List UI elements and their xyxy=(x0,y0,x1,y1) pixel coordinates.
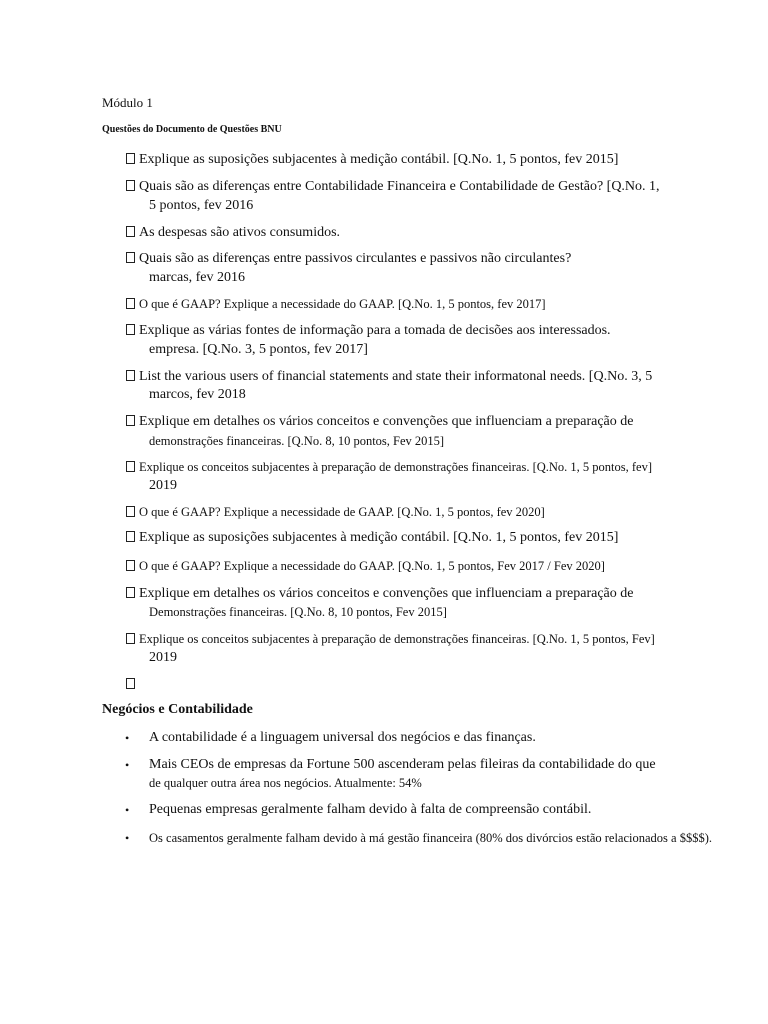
question-text: O que é GAAP? Explique a necessidade de GAAP. [Q.No. 1, 5 pontos, fev 2020] xyxy=(139,505,545,519)
section-heading: Negócios e Contabilidade xyxy=(102,702,253,717)
section-subtitle: Questões do Documento de Questões BNU xyxy=(102,124,282,135)
bullet-text: Os casamentos geralmente falham devido à má gestão financeira (80% dos divórcios estão relacionados a $$$$). xyxy=(149,831,712,845)
checkbox-glyph-icon xyxy=(126,560,135,571)
question-item xyxy=(126,249,571,269)
question-text: Explique as suposições subjacentes à medição contábil. [Q.No. 1, 5 pontos, fev 2015] xyxy=(139,152,619,167)
question-item xyxy=(126,177,660,197)
question-text: Explique em detalhes os vários conceitos e convenções que influenciam a preparação de xyxy=(139,586,634,601)
bullet-text: Mais CEOs de empresas da Fortune 500 ascenderam pelas fileiras da contabilidade do que xyxy=(149,757,656,772)
question-item-empty xyxy=(126,675,139,695)
checkbox-glyph-icon xyxy=(126,461,135,472)
question-continuation: 2019 xyxy=(149,478,177,493)
question-text: Quais são as diferenças entre passivos circulantes e passivos não circulantes? xyxy=(139,251,572,266)
question-text: Quais são as diferenças entre Contabilidade Financeira e Contabilidade de Gestão? [Q.No. 1, xyxy=(139,179,660,194)
question-text: Explique as suposições subjacentes à medição contábil. [Q.No. 1, 5 pontos, fev 2015] xyxy=(139,530,619,545)
question-item xyxy=(126,321,611,341)
question-continuation: 2019 xyxy=(149,650,177,665)
checkbox-glyph-icon xyxy=(126,506,135,517)
question-continuation: marcos, fev 2018 xyxy=(149,387,246,402)
question-item xyxy=(126,584,633,604)
module-title: Módulo 1 xyxy=(102,95,153,110)
bullet-icon: • xyxy=(125,831,130,845)
question-continuation: 5 pontos, fev 2016 xyxy=(149,198,254,213)
bullet-text: Pequenas empresas geralmente falham devido à falta de compreensão contábil. xyxy=(149,802,592,817)
bullet-icon: • xyxy=(125,731,130,745)
question-text: List the various users of financial statements and state their informatonal needs. [Q.No. 3, 5 xyxy=(139,369,653,384)
checkbox-glyph-icon xyxy=(126,252,135,263)
checkbox-glyph-icon xyxy=(126,587,135,598)
question-text: Explique os conceitos subjacentes à preparação de demonstrações financeiras. [Q.No. 1, 5 pontos, fev] xyxy=(139,460,653,474)
question-continuation: demonstrações financeiras. [Q.No. 8, 10 pontos, Fev 2015] xyxy=(149,434,445,448)
bullet-icon: • xyxy=(125,758,130,772)
question-item xyxy=(126,294,546,314)
question-text: Explique as várias fontes de informação para a tomada de decisões aos interessados. xyxy=(139,323,611,338)
bullet-continuation: de qualquer outra área nos negócios. Atualmente: 54% xyxy=(149,776,422,790)
question-text: As despesas são ativos consumidos. xyxy=(139,225,341,240)
bullet-text: A contabilidade é a linguagem universal dos negócios e das finanças. xyxy=(149,730,536,745)
question-item xyxy=(126,223,340,243)
question-text: O que é GAAP? Explique a necessidade do GAAP. [Q.No. 1, 5 pontos, Fev 2017 / Fev 2020] xyxy=(139,559,605,573)
question-continuation: empresa. [Q.No. 3, 5 pontos, fev 2017] xyxy=(149,342,368,357)
question-item xyxy=(126,150,618,170)
checkbox-glyph-icon xyxy=(126,531,135,542)
question-item xyxy=(126,367,652,387)
question-text: O que é GAAP? Explique a necessidade do GAAP. [Q.No. 1, 5 pontos, fev 2017] xyxy=(139,297,546,311)
question-continuation: Demonstrações financeiras. [Q.No. 8, 10 pontos, Fev 2015] xyxy=(149,605,447,619)
question-text: Explique os conceitos subjacentes à preparação de demonstrações financeiras. [Q.No. 1, 5 pontos, Fev] xyxy=(139,632,655,646)
checkbox-glyph-icon xyxy=(126,370,135,381)
question-continuation: marcas, fev 2016 xyxy=(149,270,246,285)
question-item xyxy=(126,412,633,432)
checkbox-glyph-icon xyxy=(126,226,135,237)
question-item xyxy=(126,629,655,649)
question-item xyxy=(126,457,652,477)
checkbox-glyph-icon xyxy=(126,180,135,191)
question-text: Explique em detalhes os vários conceitos e convenções que influenciam a preparação de xyxy=(139,414,634,429)
checkbox-glyph-icon xyxy=(126,633,135,644)
question-item xyxy=(126,528,618,548)
checkbox-glyph-icon xyxy=(126,324,135,335)
question-item xyxy=(126,502,545,522)
bullet-icon: • xyxy=(125,803,130,817)
checkbox-glyph-icon xyxy=(126,678,135,689)
checkbox-glyph-icon xyxy=(126,298,135,309)
question-item xyxy=(126,556,605,576)
checkbox-glyph-icon xyxy=(126,415,135,426)
checkbox-glyph-icon xyxy=(126,153,135,164)
